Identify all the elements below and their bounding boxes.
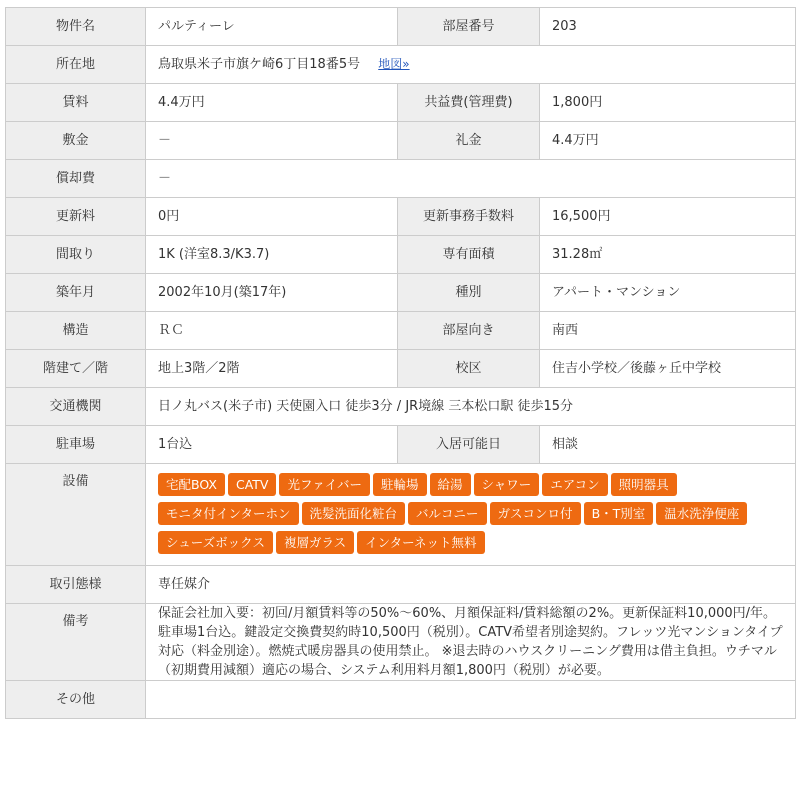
equipment-tag: CATV — [228, 473, 277, 496]
row-remarks — [6, 604, 796, 681]
renewal-admin-value: 16,500円 — [540, 198, 796, 236]
amortization-value: － — [146, 160, 796, 198]
area-label: 専有面積 — [398, 236, 540, 274]
room-label: 部屋番号 — [398, 8, 540, 46]
row-amortization — [6, 160, 796, 198]
key-money-value: 4.4万円 — [540, 122, 796, 160]
equipment-tag: 給湯 — [430, 473, 471, 496]
row-name — [6, 8, 796, 46]
direction-value: 南西 — [540, 312, 796, 350]
transaction-value: 専任媒介 — [146, 566, 796, 604]
address-value: 鳥取県米子市旗ケ崎6丁目18番5号 — [158, 57, 361, 72]
renewal-admin-label: 更新事務手数料 — [398, 198, 540, 236]
parking-label: 駐車場 — [6, 426, 146, 464]
row-deposit — [6, 122, 796, 160]
type-label: 種別 — [398, 274, 540, 312]
equipment-tag: インターネット無料 — [357, 531, 484, 554]
name-value: パルティーレ — [146, 8, 398, 46]
type-value: アパート・マンション — [540, 274, 796, 312]
fee-value: 1,800円 — [540, 84, 796, 122]
row-renewal — [6, 198, 796, 236]
direction-label: 部屋向き — [398, 312, 540, 350]
area-value: 31.28㎡ — [540, 236, 796, 274]
built-value: 2002年10月(築17年) — [146, 274, 398, 312]
remarks-label: 備考 — [6, 604, 146, 681]
amortization-label: 償却費 — [6, 160, 146, 198]
map-link[interactable]: 地図» — [378, 57, 410, 71]
row-parking — [6, 426, 796, 464]
name-label: 物件名 — [6, 8, 146, 46]
address-label: 所在地 — [6, 46, 146, 84]
transaction-label: 取引態様 — [6, 566, 146, 604]
equipment-tag: B・T別室 — [584, 502, 654, 525]
structure-label: 構造 — [6, 312, 146, 350]
other-value — [146, 681, 796, 719]
row-rent — [6, 84, 796, 122]
move-in-value: 相談 — [540, 426, 796, 464]
school-value: 住吉小学校／後藤ヶ丘中学校 — [540, 350, 796, 388]
transport-label: 交通機関 — [6, 388, 146, 426]
move-in-label: 入居可能日 — [398, 426, 540, 464]
equipment-tag: 洗髪洗面化粧台 — [302, 502, 406, 525]
row-other — [6, 681, 796, 719]
row-transaction — [6, 566, 796, 604]
equipment-cell — [146, 464, 796, 566]
equipment-tag: 駐輪場 — [373, 473, 427, 496]
parking-value: 1台込 — [146, 426, 398, 464]
equipment-tag: 複層ガラス — [276, 531, 354, 554]
equipment-tag: 光ファイバー — [279, 473, 370, 496]
key-money-label: 礼金 — [398, 122, 540, 160]
deposit-label: 敷金 — [6, 122, 146, 160]
equipment-tag-list — [158, 464, 783, 565]
row-address — [6, 46, 796, 84]
equipment-tag: ガスコンロ付 — [490, 502, 581, 525]
row-equipment — [6, 464, 796, 566]
layout-label: 間取り — [6, 236, 146, 274]
equipment-tag: バルコニー — [408, 502, 487, 525]
remarks-value: 保証会社加入要：初回/月額賃料等の50%～60%、月額保証料/賃料総額の2%。更新保証料10,000円/年。 駐車場1台込。鍵設定交換費契約時10,500円（税別）。CATV希望者別途契約。フレッツ光マンションタイプ対応（料金別途）。燃焼式暖房器具の使用禁止。 ※退去時のハウスクリーニング費用は借主負担。ウチマル（初期費用減額）適応の場合、システム利用料月額1,800円（税別）が必要。 — [146, 604, 796, 681]
row-structure — [6, 312, 796, 350]
structure-value: ＲＣ — [146, 312, 398, 350]
row-floors — [6, 350, 796, 388]
equipment-tag: シューズボックス — [158, 531, 273, 554]
row-layout — [6, 236, 796, 274]
equipment-tag: モニタ付インターホン — [158, 502, 299, 525]
floors-value: 地上3階／2階 — [146, 350, 398, 388]
rent-label: 賃料 — [6, 84, 146, 122]
address-cell — [146, 46, 796, 84]
transport-value: 日ノ丸バス(米子市) 天使園入口 徒歩3分 / JR境線 三本松口駅 徒歩15分 — [146, 388, 796, 426]
other-label: その他 — [6, 681, 146, 719]
floors-label: 階建て／階 — [6, 350, 146, 388]
equipment-tag: 照明器具 — [611, 473, 677, 496]
renewal-label: 更新料 — [6, 198, 146, 236]
equipment-tag: エアコン — [542, 473, 607, 496]
fee-label: 共益費(管理費) — [398, 84, 540, 122]
layout-value: 1K (洋室8.3/K3.7) — [146, 236, 398, 274]
room-value: 203 — [540, 8, 796, 46]
property-spec-table — [5, 7, 796, 719]
equipment-tag: シャワー — [474, 473, 540, 496]
equipment-tag: 宅配BOX — [158, 473, 225, 496]
deposit-value: － — [146, 122, 398, 160]
equipment-tag: 温水洗浄便座 — [656, 502, 747, 525]
built-label: 築年月 — [6, 274, 146, 312]
row-transport — [6, 388, 796, 426]
rent-value: 4.4万円 — [146, 84, 398, 122]
renewal-value: 0円 — [146, 198, 398, 236]
equipment-label: 設備 — [6, 464, 146, 566]
row-built — [6, 274, 796, 312]
school-label: 校区 — [398, 350, 540, 388]
